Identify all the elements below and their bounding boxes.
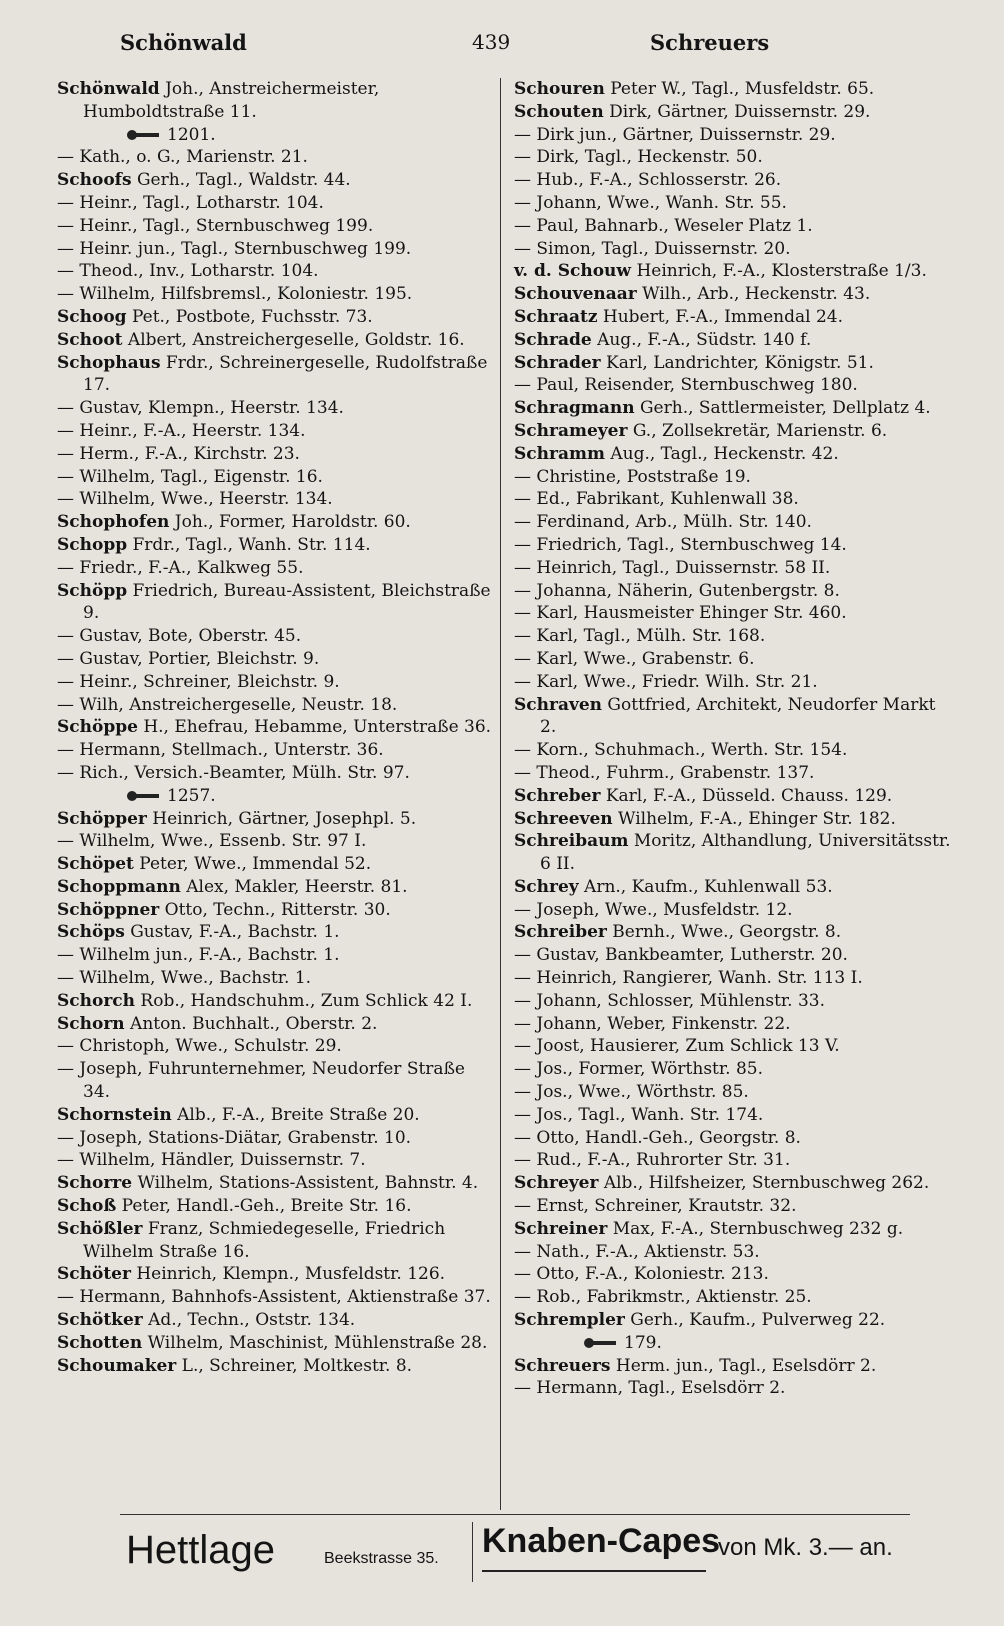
telephone-icon: [127, 790, 161, 802]
ad-address: Beekstrasse 35.: [324, 1550, 439, 1567]
directory-entry: [57, 967, 497, 990]
entry-details: — Johann, Wwe., Wanh. Str. 55.: [514, 192, 787, 213]
directory-entry: [514, 352, 954, 375]
entry-details: — Rich., Versich.-Beamter, Mülh. Str. 97.: [57, 762, 410, 783]
directory-entry: [57, 990, 497, 1013]
directory-entry: [514, 146, 954, 169]
entry-surname: Schrader: [514, 352, 601, 373]
directory-entry: [57, 78, 497, 124]
directory-entry: [514, 1081, 954, 1104]
directory-entry: [514, 876, 954, 899]
entry-details: — Wilh, Anstreichergeselle, Neustr. 18.: [57, 694, 398, 715]
entry-details: — Friedrich, Tagl., Sternbuschweg 14.: [514, 534, 847, 555]
entry-surname: Schöpper: [57, 808, 147, 829]
directory-entry: [57, 557, 497, 580]
directory-entry: [514, 1241, 954, 1264]
directory-entry: [514, 1172, 954, 1195]
directory-entry: [57, 944, 497, 967]
entry-details: — Herm., F.-A., Kirchstr. 23.: [57, 443, 300, 464]
directory-entry: [57, 238, 497, 261]
ad-price: von Mk. 3.— an.: [718, 1534, 893, 1561]
entry-surname: Schoumaker: [57, 1355, 177, 1376]
directory-entry: [514, 1149, 954, 1172]
directory-entry: [514, 625, 954, 648]
entry-surname: Schöpet: [57, 854, 134, 875]
entry-details: — Wilhelm, Hilfsbremsl., Koloniestr. 195.: [57, 284, 413, 305]
directory-entry: [57, 169, 497, 192]
entry-surname: Schöps: [57, 922, 125, 943]
entry-surname: Schrade: [514, 329, 592, 350]
telephone-icon: [584, 1337, 618, 1349]
entry-details: Alb., Hilfsheizer, Sternbuschweg 262.: [598, 1173, 930, 1194]
entry-surname: Schreiner: [514, 1218, 608, 1239]
directory-entry: [57, 466, 497, 489]
entry-surname: Schönwald: [57, 79, 160, 99]
directory-entry: [514, 1377, 954, 1400]
directory-entry: [57, 921, 497, 944]
entry-surname: Schoß: [57, 1196, 117, 1217]
entry-details: Otto, Techn., Ritterstr. 30.: [159, 899, 391, 920]
footer-divider: [472, 1522, 473, 1582]
directory-entry: [514, 238, 954, 261]
directory-entry: [514, 1309, 954, 1332]
directory-entry: [514, 1127, 954, 1150]
entry-details: Gottfried, Architekt, Neudorfer Markt 2.: [540, 694, 936, 738]
entry-details: — Gustav, Klempn., Heerstr. 134.: [57, 398, 344, 419]
entry-surname: Schöter: [57, 1264, 131, 1285]
ad-brand: Hettlage: [126, 1528, 275, 1572]
entry-details: Heinrich, Klempn., Musfeldstr. 126.: [130, 1264, 446, 1285]
directory-entry: [57, 739, 497, 762]
entry-details: — Hermann, Tagl., Eselsdörr 2.: [514, 1378, 786, 1399]
entry-surname: Schouvenaar: [514, 284, 637, 305]
directory-entry: [57, 397, 497, 420]
directory-entry: [514, 602, 954, 625]
entry-surname: Schreyer: [514, 1173, 599, 1194]
directory-entry: [514, 420, 954, 443]
directory-entry: [57, 306, 497, 329]
directory-entry: [57, 1355, 497, 1378]
directory-entry: [57, 443, 497, 466]
entry-surname: Schöppe: [57, 717, 138, 738]
entry-details: — Jos., Wwe., Wörthstr. 85.: [514, 1082, 749, 1103]
phone-number-line: [57, 124, 497, 147]
entry-details: — Heinrich, Rangierer, Wanh. Str. 113 I.: [514, 968, 863, 989]
product-underline: [482, 1570, 706, 1572]
directory-entry: [57, 1172, 497, 1195]
directory-entry: [514, 1035, 954, 1058]
entry-details: Hubert, F.-A., Immendal 24.: [597, 306, 844, 327]
entry-details: — Gustav, Bote, Oberstr. 45.: [57, 626, 302, 647]
entry-details: H., Ehefrau, Hebamme, Unterstraße 36.: [137, 717, 492, 738]
directory-entry: [514, 944, 954, 967]
directory-entry: [514, 762, 954, 785]
entry-surname: Schornstein: [57, 1104, 172, 1125]
directory-entry: [57, 853, 497, 876]
entry-details: Aug., Tagl., Heckenstr. 42.: [604, 443, 839, 464]
footer-rule: [120, 1514, 910, 1515]
entry-surname: Schorch: [57, 990, 135, 1011]
entry-surname: Schophofen: [57, 512, 170, 533]
entry-details: Wilhelm, Maschinist, Mühlenstraße 28.: [142, 1332, 488, 1353]
directory-entry: [514, 192, 954, 215]
directory-entry: [57, 534, 497, 557]
entry-details: — Johann, Schlosser, Mühlenstr. 33.: [514, 990, 826, 1011]
entry-details: — Heinr., F.-A., Heerstr. 134.: [57, 420, 306, 441]
entry-surname: Schoofs: [57, 170, 132, 191]
entry-details: — Hub., F.-A., Schlosserstr. 26.: [514, 170, 782, 191]
entry-details: — Otto, Handl.-Geh., Georgstr. 8.: [514, 1127, 801, 1148]
entry-details: — Heinr., Schreiner, Bleichstr. 9.: [57, 671, 340, 692]
entry-details: — Theod., Inv., Lotharstr. 104.: [57, 261, 319, 282]
entry-details: — Otto, F.-A., Koloniestr. 213.: [514, 1264, 769, 1285]
entry-details: Herm. jun., Tagl., Eselsdörr 2.: [610, 1355, 877, 1376]
entry-details: Pet., Postbote, Fuchsstr. 73.: [126, 306, 373, 327]
entry-surname: Schramm: [514, 443, 605, 464]
entry-surname: Schöpp: [57, 580, 128, 601]
entry-surname: Schreiber: [514, 922, 607, 943]
directory-entry: [514, 1058, 954, 1081]
entry-surname: Schorn: [57, 1013, 125, 1034]
entry-details: — Dirk, Tagl., Heckenstr. 50.: [514, 147, 763, 168]
entry-surname: Schraven: [514, 694, 603, 715]
entry-details: Wilhelm, F.-A., Ehinger Str. 182.: [612, 808, 896, 829]
directory-entry: [57, 1035, 497, 1058]
directory-entry: [57, 1332, 497, 1355]
entry-surname: Schreuers: [514, 1355, 611, 1376]
entry-details: — Rob., Fabrikmstr., Aktienstr. 25.: [514, 1287, 812, 1308]
entry-details: Gerh., Kaufm., Pulverweg 22.: [624, 1310, 886, 1331]
entry-surname: Schragmann: [514, 398, 635, 419]
entry-details: — Ferdinand, Arb., Mülh. Str. 140.: [514, 512, 812, 533]
entry-details: — Heinr., Tagl., Lotharstr. 104.: [57, 192, 324, 213]
entry-details: — Johann, Weber, Finkenstr. 22.: [514, 1013, 791, 1034]
directory-entry: [514, 785, 954, 808]
directory-entry: [514, 534, 954, 557]
directory-entry: [57, 488, 497, 511]
entry-details: Karl, F.-A., Düsseld. Chauss. 129.: [600, 785, 893, 806]
entry-details: — Joost, Hausierer, Zum Schlick 13 V.: [514, 1036, 840, 1057]
entry-details: — Hermann, Bahnhofs-Assistent, Aktienstraße 37.: [57, 1287, 491, 1308]
entry-details: — Gustav, Portier, Bleichstr. 9.: [57, 648, 320, 669]
directory-entry: [57, 671, 497, 694]
entry-details: Alex, Makler, Heerstr. 81.: [180, 876, 408, 897]
directory-entry: [514, 374, 954, 397]
entry-details: — Johanna, Näherin, Gutenbergstr. 8.: [514, 580, 840, 601]
right-column: [514, 78, 954, 1400]
entry-surname: Schreeven: [514, 808, 613, 829]
entry-details: — Heinr. jun., Tagl., Sternbuschweg 199.: [57, 238, 412, 259]
directory-entry: [514, 443, 954, 466]
entry-details: — Hermann, Stellmach., Unterstr. 36.: [57, 740, 384, 761]
directory-entry: [514, 283, 954, 306]
telephone-icon: [127, 129, 161, 141]
directory-entry: [57, 1309, 497, 1332]
entry-details: — Karl, Tagl., Mülh. Str. 168.: [514, 626, 766, 647]
entry-surname: Schouten: [514, 101, 604, 122]
directory-entry: [514, 1263, 954, 1286]
entry-details: Anton. Buchhalt., Oberstr. 2.: [124, 1013, 378, 1034]
entry-details: Heinrich, Gärtner, Josephpl. 5.: [146, 808, 417, 829]
entry-details: 179.: [624, 1332, 662, 1353]
entry-details: Wilhelm, Stations-Assistent, Bahnstr. 4.: [132, 1173, 479, 1194]
entry-details: — Jos., Former, Wörthstr. 85.: [514, 1059, 763, 1080]
phone-number-line: [514, 1332, 954, 1355]
directory-entry: [514, 511, 954, 534]
entry-details: — Wilhelm, Händler, Duissernstr. 7.: [57, 1150, 366, 1171]
entry-surname: Schrameyer: [514, 420, 628, 441]
entry-details: Gerh., Tagl., Waldstr. 44.: [131, 170, 351, 191]
phone-number-line: [57, 785, 497, 808]
entry-details: Aug., F.-A., Südstr. 140 f.: [591, 329, 812, 350]
entry-surname: Schouren: [514, 79, 605, 99]
entry-details: — Paul, Reisender, Sternbuschweg 180.: [514, 375, 858, 396]
entry-surname: v. d. Schouw: [514, 261, 632, 282]
directory-entry: [514, 1355, 954, 1378]
entry-details: Joh., Anstreichermeister, Humboldtstraße 11.: [83, 79, 380, 122]
entry-details: Rob., Handschuhm., Zum Schlick 42 I.: [135, 990, 473, 1011]
entry-details: Alb., F.-A., Breite Straße 20.: [171, 1104, 420, 1125]
entry-details: — Ed., Fabrikant, Kuhlenwall 38.: [514, 489, 799, 510]
entry-surname: Schößler: [57, 1218, 143, 1239]
directory-entry: [57, 580, 497, 626]
directory-entry: [57, 283, 497, 306]
directory-entry: [57, 1149, 497, 1172]
entry-surname: Schopp: [57, 534, 128, 555]
entry-details: Frdr., Tagl., Wanh. Str. 114.: [127, 534, 371, 555]
directory-entry: [57, 694, 497, 717]
entry-surname: Schrempler: [514, 1310, 625, 1331]
directory-entry: [57, 1127, 497, 1150]
entry-details: — Jos., Tagl., Wanh. Str. 174.: [514, 1104, 764, 1125]
directory-entry: [514, 830, 954, 876]
directory-entry: [57, 899, 497, 922]
directory-entry: [57, 1218, 497, 1264]
directory-entry: [57, 420, 497, 443]
entry-details: 1257.: [167, 785, 216, 806]
entry-details: — Friedr., F.-A., Kalkweg 55.: [57, 557, 304, 578]
directory-entry: [514, 921, 954, 944]
entry-details: — Heinr., Tagl., Sternbuschweg 199.: [57, 215, 374, 236]
entry-details: — Wilhelm, Wwe., Essenb. Str. 97 I.: [57, 831, 367, 852]
entry-details: — Heinrich, Tagl., Duissernstr. 58 II.: [514, 557, 831, 578]
directory-entry: [514, 488, 954, 511]
directory-entry: [514, 397, 954, 420]
entry-details: Moritz, Althandlung, Universitätsstr. 6 II.: [540, 831, 951, 875]
entry-details: Peter, Handl.-Geh., Breite Str. 16.: [116, 1196, 412, 1217]
entry-surname: Schotten: [57, 1332, 143, 1353]
entry-details: Wilh., Arb., Heckenstr. 43.: [636, 284, 871, 305]
directory-entry: [514, 466, 954, 489]
directory-entry: [57, 1013, 497, 1036]
entry-details: Joh., Former, Haroldstr. 60.: [169, 512, 411, 533]
entry-details: — Paul, Bahnarb., Weseler Platz 1.: [514, 215, 813, 236]
entry-details: Gerh., Sattlermeister, Dellplatz 4.: [634, 398, 931, 419]
directory-entry: [57, 215, 497, 238]
entry-details: Franz, Schmiedegeselle, Friedrich Wilhelm Straße 16.: [83, 1218, 446, 1262]
entry-details: Karl, Landrichter, Königstr. 51.: [600, 352, 874, 373]
entry-details: — Joseph, Stations-Diätar, Grabenstr. 10.: [57, 1127, 412, 1148]
page-number: 439: [472, 30, 511, 54]
directory-entry: [514, 169, 954, 192]
entry-details: — Korn., Schuhmach., Werth. Str. 154.: [514, 740, 848, 761]
entry-details: Friedrich, Bureau-Assistent, Bleichstraße 9.: [83, 580, 491, 624]
ad-product: Knaben-Capes: [482, 1522, 721, 1560]
entry-details: — Karl, Wwe., Grabenstr. 6.: [514, 648, 755, 669]
header-left-keyword: Schönwald: [120, 30, 247, 55]
entry-details: — Gustav, Bankbeamter, Lutherstr. 20.: [514, 945, 848, 966]
directory-entry: [514, 580, 954, 603]
entry-details: — Christoph, Wwe., Schulstr. 29.: [57, 1036, 342, 1057]
directory-entry: [57, 716, 497, 739]
entry-surname: Schorre: [57, 1173, 133, 1194]
directory-entry: [57, 192, 497, 215]
entry-details: — Wilhelm, Tagl., Eigenstr. 16.: [57, 466, 323, 487]
directory-entry: [57, 1058, 497, 1104]
directory-entry: [57, 876, 497, 899]
directory-entry: [57, 762, 497, 785]
entry-details: — Wilhelm jun., F.-A., Bachstr. 1.: [57, 945, 340, 966]
entry-details: Arn., Kaufm., Kuhlenwall 53.: [578, 876, 833, 897]
entry-details: — Karl, Hausmeister Ehinger Str. 460.: [514, 603, 847, 624]
entry-details: 1201.: [167, 124, 216, 145]
entry-details: — Dirk jun., Gärtner, Duissernstr. 29.: [514, 124, 836, 145]
directory-entry: [514, 124, 954, 147]
entry-details: Bernh., Wwe., Georgstr. 8.: [606, 922, 842, 943]
entry-details: — Simon, Tagl., Duissernstr. 20.: [514, 238, 791, 259]
advertisement-footer: [0, 1514, 1004, 1584]
directory-entry: [514, 990, 954, 1013]
directory-entry: [57, 1104, 497, 1127]
directory-entry: [57, 260, 497, 283]
directory-entry: [514, 260, 954, 283]
directory-entry: [514, 215, 954, 238]
directory-entry: [57, 648, 497, 671]
directory-entry: [57, 808, 497, 831]
entry-details: Peter W., Tagl., Musfeldstr. 65.: [604, 79, 875, 99]
directory-entry: [514, 1104, 954, 1127]
entry-surname: Schrey: [514, 876, 579, 897]
entry-surname: Schoppmann: [57, 876, 181, 897]
entry-details: — Rud., F.-A., Ruhrorter Str. 31.: [514, 1150, 791, 1171]
directory-entry: [514, 557, 954, 580]
directory-entry: [514, 671, 954, 694]
directory-entry: [57, 511, 497, 534]
directory-entry: [57, 625, 497, 648]
directory-entry: [514, 808, 954, 831]
entry-surname: Schraatz: [514, 306, 598, 327]
directory-entry: [514, 739, 954, 762]
directory-entry: [514, 1286, 954, 1309]
entry-details: L., Schreiner, Moltkestr. 8.: [176, 1355, 413, 1376]
directory-entry: [57, 329, 497, 352]
entry-details: — Theod., Fuhrm., Grabenstr. 137.: [514, 762, 815, 783]
entry-details: Ad., Techn., Oststr. 134.: [142, 1310, 356, 1331]
header-right-keyword: Schreuers: [650, 30, 770, 55]
entry-surname: Schötker: [57, 1310, 143, 1331]
directory-entry: [514, 967, 954, 990]
entry-details: — Joseph, Wwe., Musfeldstr. 12.: [514, 899, 793, 920]
directory-entry: [57, 830, 497, 853]
directory-entry: [57, 146, 497, 169]
directory-entry: [57, 1263, 497, 1286]
entry-details: — Wilhelm, Wwe., Bachstr. 1.: [57, 968, 312, 989]
directory-entry: [514, 306, 954, 329]
entry-details: Frdr., Schreinergeselle, Rudolfstraße 17.: [83, 352, 488, 396]
directory-entry: [514, 1013, 954, 1036]
entry-details: Gustav, F.-A., Bachstr. 1.: [124, 922, 340, 943]
left-column: [57, 78, 497, 1377]
directory-entry: [514, 648, 954, 671]
entry-details: — Kath., o. G., Marienstr. 21.: [57, 147, 308, 168]
directory-entry: [514, 899, 954, 922]
directory-entry: [57, 1195, 497, 1218]
entry-surname: Schoog: [57, 306, 127, 327]
directory-entry: [514, 1218, 954, 1241]
entry-details: — Ernst, Schreiner, Krautstr. 32.: [514, 1196, 797, 1217]
entry-surname: Schoot: [57, 329, 123, 350]
directory-entry: [57, 1286, 497, 1309]
entry-surname: Schophaus: [57, 352, 161, 373]
entry-details: — Joseph, Fuhrunternehmer, Neudorfer Straße 34.: [57, 1059, 465, 1103]
page-header: [0, 30, 1004, 64]
directory-entry: [514, 78, 954, 101]
entry-details: G., Zollsekretär, Marienstr. 6.: [627, 420, 888, 441]
directory-entry: [514, 329, 954, 352]
entry-details: — Karl, Wwe., Friedr. Wilh. Str. 21.: [514, 671, 818, 692]
entry-details: Heinrich, F.-A., Klosterstraße 1/3.: [631, 261, 927, 282]
entry-surname: Schöppner: [57, 899, 160, 920]
entry-details: Albert, Anstreichergeselle, Goldstr. 16.: [122, 329, 465, 350]
directory-entry: [514, 1195, 954, 1218]
column-divider: [500, 78, 501, 1510]
directory-entry: [514, 694, 954, 740]
directory-entry: [57, 352, 497, 398]
directory-entry: [514, 101, 954, 124]
entry-details: Dirk, Gärtner, Duissernstr. 29.: [603, 101, 871, 122]
entry-details: — Wilhelm, Wwe., Heerstr. 134.: [57, 489, 333, 510]
entry-details: Peter, Wwe., Immendal 52.: [133, 854, 372, 875]
entry-details: Max, F.-A., Sternbuschweg 232 g.: [607, 1218, 904, 1239]
entry-surname: Schreibaum: [514, 831, 629, 852]
entry-details: — Nath., F.-A., Aktienstr. 53.: [514, 1241, 760, 1262]
entry-surname: Schreber: [514, 785, 601, 806]
entry-details: — Christine, Poststraße 19.: [514, 466, 751, 487]
